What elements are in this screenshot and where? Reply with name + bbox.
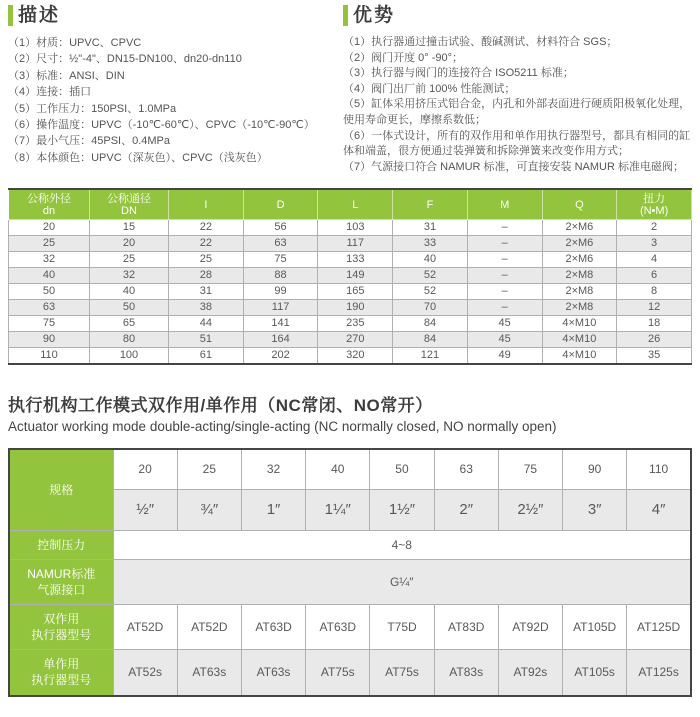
dim-cell: 121 <box>393 348 468 365</box>
dim-cell: 12 <box>617 300 692 316</box>
dim-cell: 26 <box>617 332 692 348</box>
description-item: （1）材质：UPVC、CPVC <box>8 37 142 49</box>
size-dn-cell: 90 <box>563 449 627 489</box>
double-acting-model: AT52D <box>177 604 241 649</box>
actuator-table <box>8 448 692 697</box>
size-inch-cell: 4″ <box>627 489 691 530</box>
size-dn-cell: 50 <box>370 449 434 489</box>
dim-cell: 18 <box>617 316 692 332</box>
col-header-dn: 公称外径 dn <box>9 189 90 220</box>
dim-cell: 8 <box>617 284 692 300</box>
dim-cell: 50 <box>9 284 90 300</box>
description-header <box>8 5 328 26</box>
dim-cell: 165 <box>318 284 393 300</box>
spec-label: 规格 <box>9 449 113 530</box>
single-acting-model: AT52s <box>113 649 177 696</box>
single-acting-model: AT63s <box>177 649 241 696</box>
dim-cell: 40 <box>9 268 90 284</box>
dim-cell: 45 <box>467 332 542 348</box>
dim-cell: 32 <box>90 268 169 284</box>
description-item: （6）操作温度：UPVC（-10℃-60℃）、CPVC（-10℃-90℃） <box>8 119 315 132</box>
dim-cell: 2×M8 <box>542 268 617 284</box>
description-title: 描述 <box>18 5 61 26</box>
dim-cell: 80 <box>90 332 169 348</box>
col-header-F: F <box>393 189 468 220</box>
single-acting-model: AT75s <box>306 649 370 696</box>
control-pressure-label: 控制压力 <box>9 530 113 559</box>
dim-cell: 4 <box>617 252 692 268</box>
dim-cell: 117 <box>243 300 318 316</box>
dim-cell: 51 <box>169 332 244 348</box>
dim-cell: 103 <box>318 220 393 236</box>
top-text-area <box>8 5 695 175</box>
double-acting-model: AT63D <box>306 604 370 649</box>
description-item: （5）工作压力：150PSI、1.0MPa <box>8 102 177 115</box>
col-header-I: I <box>169 189 244 220</box>
dim-cell: 40 <box>90 284 169 300</box>
dim-cell: 2×M8 <box>542 300 617 316</box>
single-acting-model: AT75s <box>370 649 434 696</box>
single-acting-label: 单作用 执行器型号 <box>9 649 113 696</box>
double-acting-label: 双作用 执行器型号 <box>9 604 113 649</box>
description-section <box>8 5 328 175</box>
col-header-Q: Q <box>542 189 617 220</box>
advantage-item: （6）一体式设计，所有的双作用和单作用执行器型号，都具有相同的缸体和端盖，很方便通过装弹簧和拆除弹簧来改变作用方式； <box>343 129 691 158</box>
size-dn-cell: 20 <box>113 449 177 489</box>
double-acting-model: AT105D <box>563 604 627 649</box>
dim-cell: 20 <box>90 236 169 252</box>
dim-cell: 4×M10 <box>542 332 617 348</box>
col-header-L: L <box>318 189 393 220</box>
table-row <box>9 284 692 300</box>
size-inch-cell: ¾″ <box>177 489 241 530</box>
table-row <box>9 268 692 284</box>
dim-cell: 52 <box>393 284 468 300</box>
dim-cell: 56 <box>243 220 318 236</box>
advantages-section <box>343 5 695 175</box>
advantage-item: （1）执行器通过撞击试验、酸碱测试、材料符合 SGS； <box>343 36 618 48</box>
dim-cell: 320 <box>318 348 393 365</box>
dim-cell: 22 <box>169 220 244 236</box>
description-item: （4）连接：插口 <box>8 86 92 99</box>
size-dn-cell: 110 <box>627 449 691 489</box>
col-header-M: M <box>467 189 542 220</box>
dim-cell: 20 <box>9 220 90 236</box>
dim-cell: 117 <box>318 236 393 252</box>
single-acting-row <box>9 649 691 696</box>
advantage-item: （4）阀门出厂前 100% 性能测试； <box>343 82 516 95</box>
single-acting-model: AT92s <box>498 649 562 696</box>
size-dn-cell: 75 <box>498 449 562 489</box>
size-dn-cell: 32 <box>241 449 305 489</box>
double-acting-model: AT125D <box>627 604 691 649</box>
control-pressure-row <box>9 530 691 559</box>
dim-cell: 31 <box>169 284 244 300</box>
double-acting-model: AT63D <box>241 604 305 649</box>
dim-cell: 2×M6 <box>542 236 617 252</box>
dim-cell: 28 <box>169 268 244 284</box>
advantage-item: （2）阀门开度 0° -90°； <box>343 51 464 64</box>
dim-cell: 45 <box>467 316 542 332</box>
col-header-DN: 公称通径 DN <box>90 189 169 220</box>
dim-cell: – <box>467 236 542 252</box>
double-acting-model: T75D <box>370 604 434 649</box>
dimension-header-row <box>9 189 692 220</box>
dim-cell: 63 <box>9 300 90 316</box>
dim-cell: 25 <box>169 252 244 268</box>
dim-cell: 4×M10 <box>542 348 617 365</box>
dim-cell: 84 <box>393 332 468 348</box>
advantage-item: （7）气源接口符合 NAMUR 标准，可直接安装 NAMUR 标准电磁阀； <box>343 160 685 173</box>
double-acting-model: AT52D <box>113 604 177 649</box>
dim-cell: 63 <box>243 236 318 252</box>
table-row <box>9 220 692 236</box>
namur-value: G¼″ <box>113 559 691 604</box>
dim-cell: 6 <box>617 268 692 284</box>
dim-cell: 15 <box>90 220 169 236</box>
dim-cell: 133 <box>318 252 393 268</box>
dim-cell: 3 <box>617 236 692 252</box>
dim-cell: 84 <box>393 316 468 332</box>
advantage-item: （3）执行器与阀门的连接符合 ISO5211 标准； <box>343 67 574 80</box>
description-list <box>8 35 328 166</box>
size-inch-cell: 1″ <box>241 489 305 530</box>
dim-cell: 202 <box>243 348 318 365</box>
dim-cell: 31 <box>393 220 468 236</box>
description-item: （3）标准：ANSI、DIN <box>8 69 125 82</box>
dim-cell: – <box>467 284 542 300</box>
dim-cell: 75 <box>243 252 318 268</box>
table-row <box>9 236 692 252</box>
dim-cell: 110 <box>9 348 90 365</box>
dim-cell: 38 <box>169 300 244 316</box>
dim-cell: 149 <box>318 268 393 284</box>
accent-bar <box>343 5 348 26</box>
working-mode-heading <box>8 391 692 434</box>
single-acting-model: AT125s <box>627 649 691 696</box>
dim-cell: 44 <box>169 316 244 332</box>
spec-dn-row <box>9 449 691 489</box>
table-row <box>9 332 692 348</box>
dim-cell: 90 <box>9 332 90 348</box>
size-inch-cell: 1½″ <box>370 489 434 530</box>
table-row <box>9 300 692 316</box>
accent-bar <box>8 5 13 26</box>
advantages-title: 优势 <box>353 5 396 26</box>
dim-cell: 4×M10 <box>542 316 617 332</box>
dim-cell: – <box>467 268 542 284</box>
size-dn-cell: 63 <box>434 449 498 489</box>
working-mode-title-en: Actuator working mode double-acting/single-acting (NC normally closed, NO normally open) <box>8 419 557 434</box>
size-inch-cell: 3″ <box>563 489 627 530</box>
control-pressure-value: 4~8 <box>113 530 691 559</box>
description-item: （2）尺寸：½"-4"、DN15-DN100、dn20-dn110 <box>8 53 242 66</box>
dim-cell: 52 <box>393 268 468 284</box>
dim-cell: 25 <box>9 236 90 252</box>
advantage-item: （5）缸体采用挤压式铝合金，内孔和外部表面进行硬质阳极氧化处理，使用寿命更长，摩擦系数低； <box>343 98 691 126</box>
table-row <box>9 348 692 365</box>
col-header-D: D <box>243 189 318 220</box>
dim-cell: 65 <box>90 316 169 332</box>
description-item: （8）本体颜色：UPVC（深灰色）、CPVC（浅灰色） <box>8 151 268 164</box>
dim-cell: 40 <box>393 252 468 268</box>
dim-cell: 2×M8 <box>542 284 617 300</box>
dim-cell: 100 <box>90 348 169 365</box>
dim-cell: 164 <box>243 332 318 348</box>
dim-cell: 70 <box>393 300 468 316</box>
dim-cell: 49 <box>467 348 542 365</box>
table-row <box>9 252 692 268</box>
namur-row <box>9 559 691 604</box>
col-header-torque: 扭力 (N•M) <box>617 189 692 220</box>
size-dn-cell: 40 <box>306 449 370 489</box>
dim-cell: 270 <box>318 332 393 348</box>
dim-cell: 32 <box>9 252 90 268</box>
advantages-header <box>343 5 695 26</box>
dim-cell: 190 <box>318 300 393 316</box>
dim-cell: 235 <box>318 316 393 332</box>
dimension-table <box>8 188 692 365</box>
single-acting-model: AT63s <box>241 649 305 696</box>
dim-cell: – <box>467 220 542 236</box>
dim-cell: 25 <box>90 252 169 268</box>
table-row <box>9 316 692 332</box>
double-acting-row <box>9 604 691 649</box>
dim-cell: 61 <box>169 348 244 365</box>
description-item: （7）最小气压：45PSI、0.4MPa <box>8 135 170 148</box>
dim-cell: 22 <box>169 236 244 252</box>
dim-cell: 99 <box>243 284 318 300</box>
size-inch-cell: 1¼″ <box>306 489 370 530</box>
working-mode-title-zh: 执行机构工作模式双作用/单作用（NC常闭、NO常开） <box>8 396 433 415</box>
dim-cell: – <box>467 252 542 268</box>
dim-cell: 88 <box>243 268 318 284</box>
namur-label: NAMUR标准 气源接口 <box>9 559 113 604</box>
size-inch-cell: 2″ <box>434 489 498 530</box>
advantages-list <box>343 35 695 175</box>
size-dn-cell: 25 <box>177 449 241 489</box>
double-acting-model: AT92D <box>498 604 562 649</box>
dim-cell: 2×M6 <box>542 252 617 268</box>
size-inch-cell: ½″ <box>113 489 177 530</box>
dim-cell: 35 <box>617 348 692 365</box>
size-inch-cell: 2½″ <box>498 489 562 530</box>
dim-cell: 141 <box>243 316 318 332</box>
single-acting-model: AT105s <box>563 649 627 696</box>
dim-cell: 2 <box>617 220 692 236</box>
dim-cell: – <box>467 300 542 316</box>
dim-cell: 75 <box>9 316 90 332</box>
double-acting-model: AT83D <box>434 604 498 649</box>
single-acting-model: AT83s <box>434 649 498 696</box>
dim-cell: 33 <box>393 236 468 252</box>
dim-cell: 2×M6 <box>542 220 617 236</box>
dim-cell: 50 <box>90 300 169 316</box>
